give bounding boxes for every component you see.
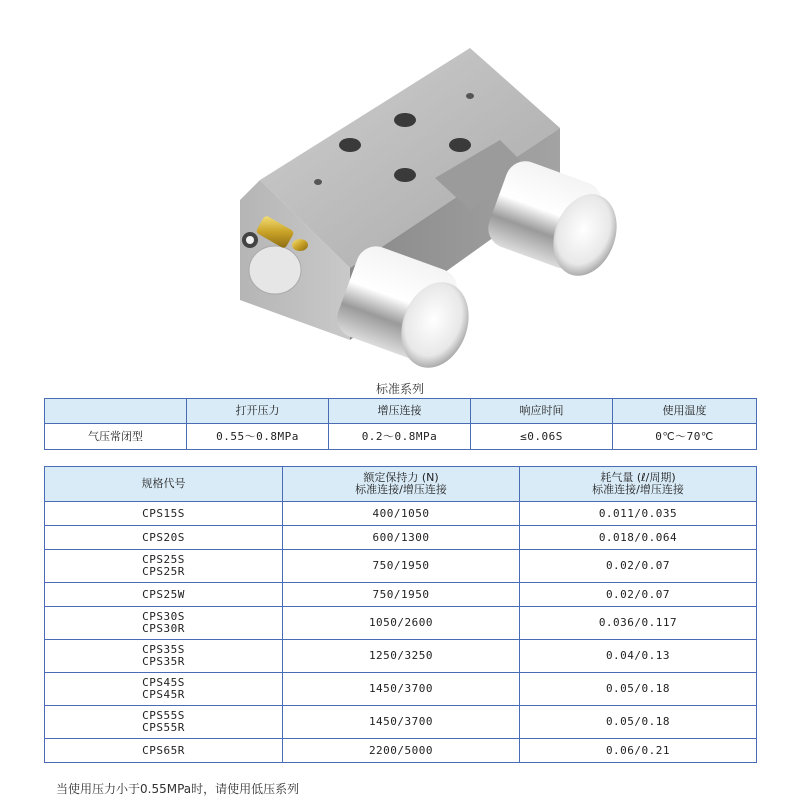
- operating-temperature-value: 0℃～70℃: [613, 424, 757, 450]
- header-cell-boost-connection: 增压连接: [329, 399, 471, 424]
- air-consumption-value: 0.018/0.064: [520, 526, 757, 550]
- model-code-cell: [45, 583, 283, 607]
- table-row: [45, 739, 757, 763]
- model-code: CPS55R: [142, 721, 185, 734]
- model-code-cell: [45, 673, 283, 706]
- table-row: [45, 607, 757, 640]
- model-code-cell: [45, 607, 283, 640]
- open-pressure-value: 0.55～0.8MPa: [187, 424, 329, 450]
- header-cell-air-consumption: [520, 467, 757, 502]
- holding-force-value: 600/1300: [283, 526, 520, 550]
- table-header-row: [45, 467, 757, 502]
- air-consumption-value: 0.036/0.117: [520, 607, 757, 640]
- row-label: 气压常闭型: [45, 424, 187, 450]
- air-consumption-value: 0.02/0.07: [520, 550, 757, 583]
- air-consumption-title: 耗气量 (ℓ/周期): [600, 471, 676, 484]
- model-code-cell: [45, 550, 283, 583]
- air-consumption-value: 0.05/0.18: [520, 673, 757, 706]
- table-row: [45, 424, 757, 450]
- model-code: CPS35R: [142, 655, 185, 668]
- model-code-cell: [45, 739, 283, 763]
- model-code: CPS25W: [142, 587, 185, 601]
- holding-force-value: 1050/2600: [283, 607, 520, 640]
- model-code: CPS55S: [142, 709, 185, 722]
- holding-force-value: 1450/3700: [283, 706, 520, 739]
- air-consumption-value: 0.04/0.13: [520, 640, 757, 673]
- model-code: CPS30R: [142, 622, 185, 635]
- header-cell: [45, 399, 187, 424]
- table-row: [45, 526, 757, 550]
- model-code-cell: [45, 502, 283, 526]
- model-code: CPS65R: [142, 743, 185, 757]
- series-caption: 标准系列: [375, 382, 424, 396]
- model-code: CPS15S: [142, 506, 185, 520]
- model-code-cell: [45, 526, 283, 550]
- header-cell-holding-force: [283, 467, 520, 502]
- model-code: CPS25R: [142, 565, 185, 578]
- table-row: [45, 673, 757, 706]
- series-parameter-table: [44, 398, 757, 450]
- air-consumption-subtitle: 标准连接/增压连接: [592, 483, 684, 496]
- air-consumption-value: 0.02/0.07: [520, 583, 757, 607]
- holding-force-value: 400/1050: [283, 502, 520, 526]
- header-cell-model-code: 规格代号: [45, 467, 283, 502]
- table-row: [45, 550, 757, 583]
- holding-force-value: 1450/3700: [283, 673, 520, 706]
- air-consumption-value: 0.06/0.21: [520, 739, 757, 763]
- model-code: CPS45R: [142, 688, 185, 701]
- boost-connection-value: 0.2～0.8MPa: [329, 424, 471, 450]
- holding-force-value: 750/1950: [283, 583, 520, 607]
- holding-force-subtitle: 标准连接/增压连接: [355, 483, 447, 496]
- air-consumption-value: 0.011/0.035: [520, 502, 757, 526]
- footnote: 当使用压力小于0.55MPa时，请使用低压系列: [56, 782, 300, 796]
- header-cell-open-pressure: 打开压力: [187, 399, 329, 424]
- model-code-cell: [45, 640, 283, 673]
- holding-force-value: 2200/5000: [283, 739, 520, 763]
- model-code: CPS45S: [142, 676, 185, 689]
- table-row: [45, 502, 757, 526]
- table-row: [45, 706, 757, 739]
- air-consumption-value: 0.05/0.18: [520, 706, 757, 739]
- pneumatic-clamp-block-image: [230, 40, 630, 370]
- response-time-value: ≤0.06S: [471, 424, 613, 450]
- holding-force-title: 额定保持力 (N): [363, 471, 439, 484]
- model-code: CPS35S: [142, 643, 185, 656]
- model-code-cell: [45, 706, 283, 739]
- table-header-row: [45, 399, 757, 424]
- header-cell-operating-temperature: 使用温度: [613, 399, 757, 424]
- specification-table: [44, 466, 757, 763]
- holding-force-value: 750/1950: [283, 550, 520, 583]
- header-cell-response-time: 响应时间: [471, 399, 613, 424]
- model-code: CPS30S: [142, 610, 185, 623]
- table-row: [45, 640, 757, 673]
- table-row: [45, 583, 757, 607]
- holding-force-value: 1250/3250: [283, 640, 520, 673]
- model-code: CPS25S: [142, 553, 185, 566]
- product-image: [230, 40, 630, 370]
- model-code: CPS20S: [142, 530, 185, 544]
